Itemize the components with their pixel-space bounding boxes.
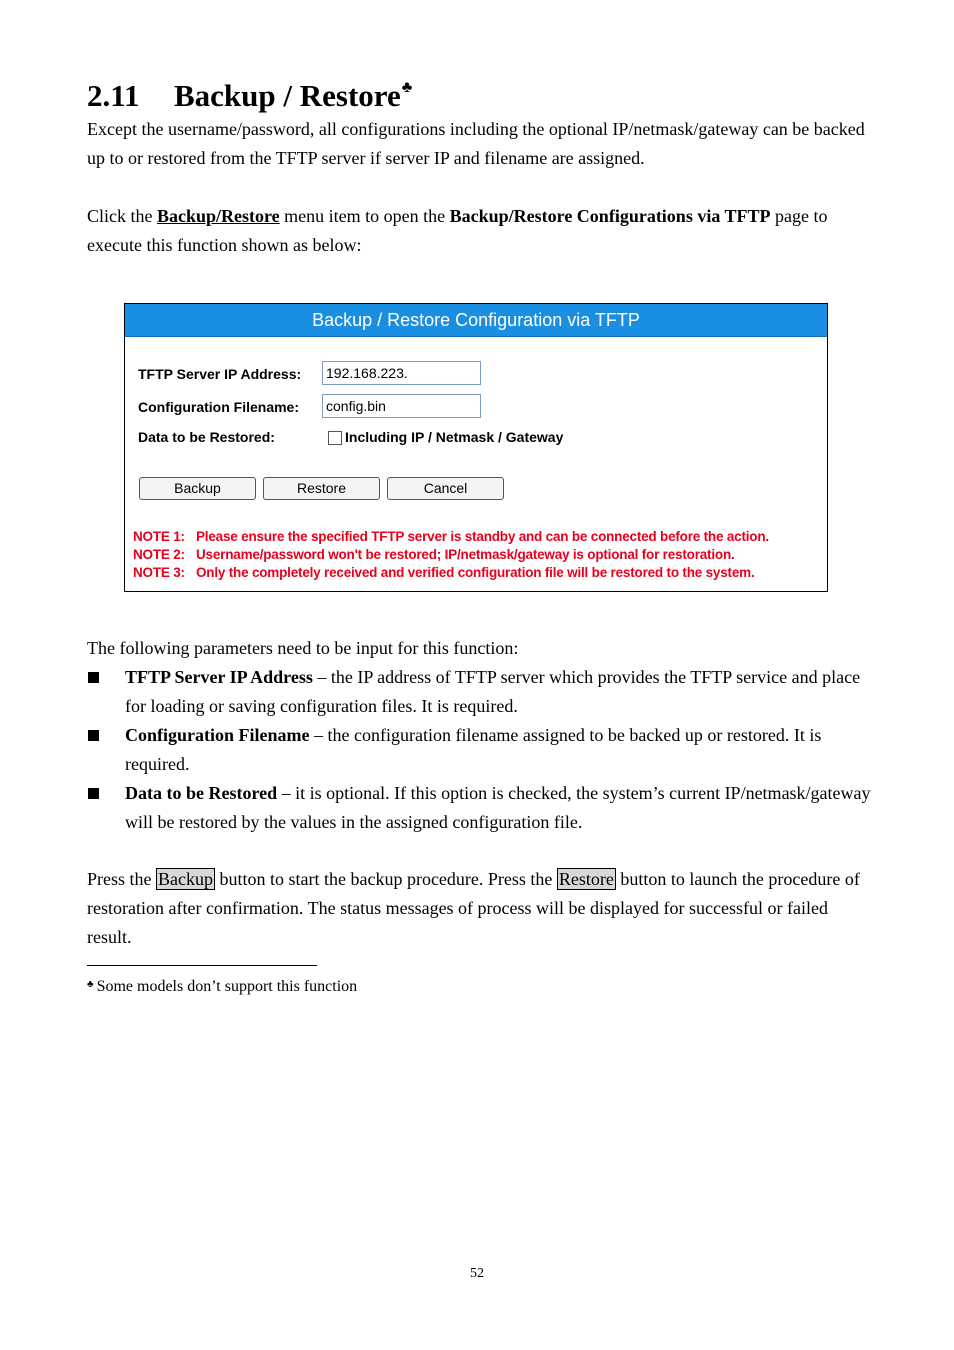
list-item: Data to be Restored – it is optional. If this option is checked, the system’s current IP/netmask/gateway will be restored by the values in the assigned configuration file. (87, 779, 877, 837)
click-paragraph: Click the Backup/Restore menu item to open the Backup/Restore Configurations via TFTP page to execute this function shown as below: (87, 206, 828, 255)
club-icon: ♣ (401, 79, 413, 96)
section-number: 2.11 (87, 78, 140, 113)
square-bullet-icon (88, 788, 99, 799)
ip-label: TFTP Server IP Address: (138, 366, 302, 382)
config-screenshot (124, 303, 828, 592)
note-1: NOTE 1: Please ensure the specified TFTP server is standby and can be connected before the action. (133, 529, 769, 544)
filename-input[interactable]: config.bin (322, 394, 481, 418)
include-ip-checkbox-label: Including IP / Netmask / Gateway (345, 429, 564, 445)
page-name: Backup/Restore Configurations via TFTP (449, 206, 771, 226)
square-bullet-icon (88, 730, 99, 741)
intro-paragraph: Except the username/password, all configurations including the optional IP/netmask/gateway can be backed up to or restored from the TFTP server if server IP and filename are assigned. (87, 119, 865, 168)
section-heading (87, 66, 412, 118)
list-item: TFTP Server IP Address – the IP address of TFTP server which provides the TFTP service and place for loading or saving configuration files. It is required. (87, 663, 877, 721)
note-3: NOTE 3: Only the completely received and verified configuration file will be restored to the system. (133, 565, 755, 580)
footnote: ♣ Some models don’t support this function (87, 978, 358, 995)
data-restored-label: Data to be Restored: (138, 429, 275, 445)
parameter-list (87, 663, 877, 837)
menu-item-link: Backup/Restore (157, 206, 280, 226)
filename-label: Configuration Filename: (138, 399, 299, 415)
footnote-divider (87, 965, 317, 966)
note-2: NOTE 2: Username/password won't be restored; IP/netmask/gateway is optional for restoration. (133, 547, 735, 562)
backup-button[interactable]: Backup (139, 477, 256, 500)
list-item: Configuration Filename – the configuration filename assigned to be backed up or restored. It is required. (87, 721, 877, 779)
page-number: 52 (470, 1266, 484, 1281)
section-title: Backup / Restore (174, 78, 401, 113)
cancel-button[interactable]: Cancel (387, 477, 504, 500)
inline-backup-button: Backup (158, 869, 213, 889)
restore-button[interactable]: Restore (263, 477, 380, 500)
ip-address-input[interactable]: 192.168.223. (322, 361, 481, 385)
press-paragraph: Press the Backup button to start the backup procedure. Press the Restore button to launch the procedure of restoration after confirmation. The status messages of process will be displayed for successful or failed result. (87, 869, 860, 947)
screenshot-title-bar: Backup / Restore Configuration via TFTP (125, 304, 827, 337)
club-icon: ♣ (87, 979, 94, 990)
square-bullet-icon (88, 672, 99, 683)
include-ip-checkbox[interactable] (328, 431, 342, 445)
inline-restore-button: Restore (558, 869, 614, 889)
params-intro: The following parameters need to be input for this function: (87, 638, 519, 658)
